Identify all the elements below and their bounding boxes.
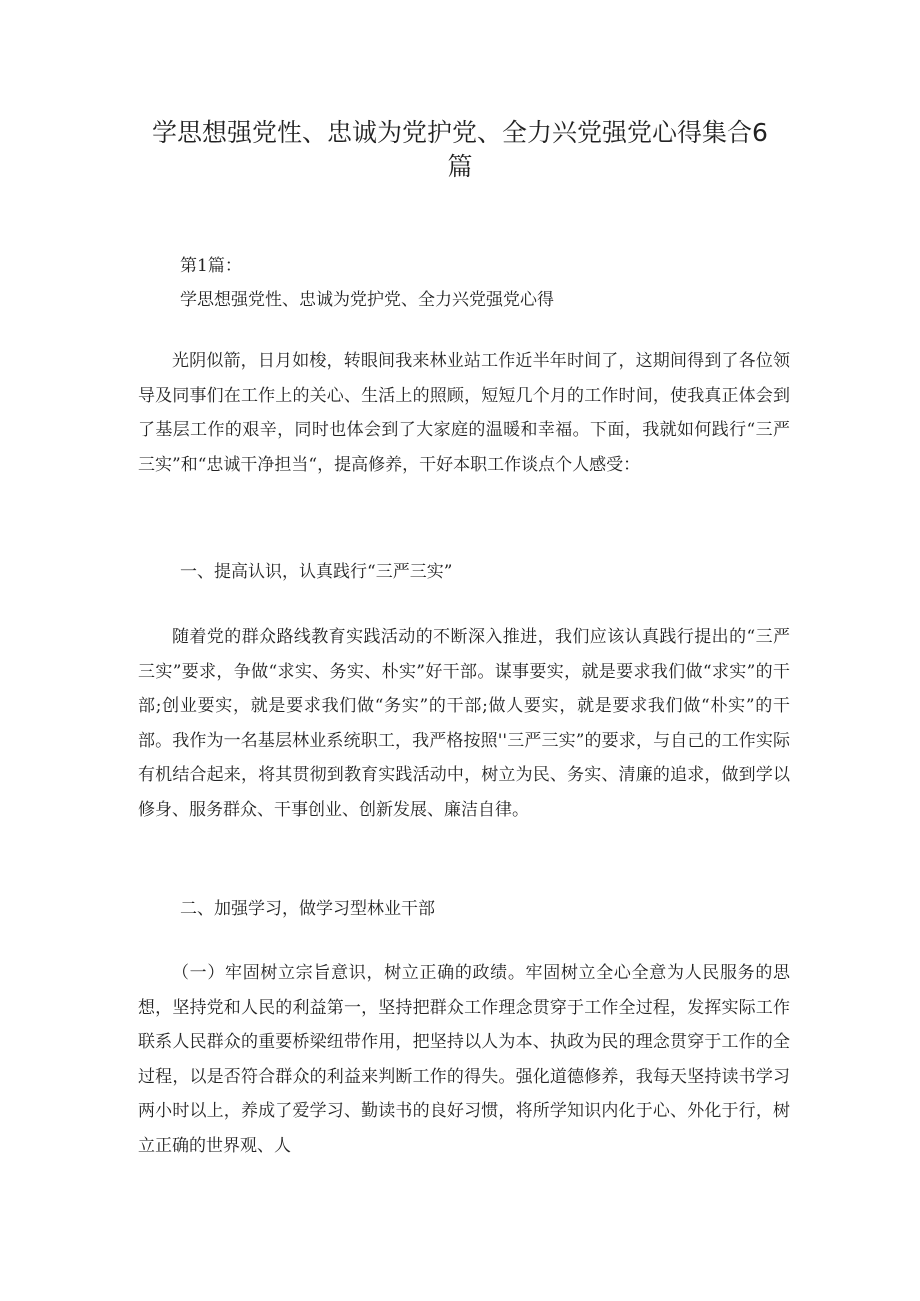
section-label: 第1篇： xyxy=(180,256,242,276)
body-paragraph-2: （一）牢固树立宗旨意识，树立正确的政绩。牢固树立全心全意为人民服务的思想，坚持党和人民的利益第一，坚持把群众工作理念贯穿于工作全过程，发挥实际工作联系人民群众的重要桥梁纽带作用，把坚持以人为本、执政为民的理念贯穿于工作的全过程，以是否符合群众的利益来判断工作的得失。强化道德修养，我每天坚持读书学习两小时以上，养成了爱学习、勤读书的良好习惯，将所学知识内化于心、外化于行，树立正确的世界观、人 xyxy=(138,963,790,1156)
section-subtitle: 学思想强党性、忠诚为党护党、全力兴党强党心得 xyxy=(180,290,554,310)
body-paragraph-1: 随着党的群众路线教育实践活动的不断深入推进，我们应该认真践行提出的“三严三实”要求，争做“求实、务实、朴实”好干部。谋事要实，就是要求我们做“求实”的干部;创业要实，就是要求我们做“务实”的干部;做人要实，就是要求我们做“朴实”的干部。我作为一名基层林业系统职工，我严格按照''三严三实”的要求，与自己的工作实际有机结合起来，将其贯彻到教育实践活动中，树立为民、务实、清廉的追求，做到学以修身、服务群众、干事创业、创新发展、廉洁自律。 xyxy=(138,627,790,820)
intro-paragraph: 光阴似箭，日月如梭，转眼间我来林业站工作近半年时间了，这期间得到了各位领导及同事们在工作上的关心、生活上的照顾，短短几个月的工作时间，使我真正体会到了基层工作的艰辛，同时也体会到了大家庭的温暖和幸福。下面，我就如何践行“三严三实”和“忠诚干净担当“，提高修养，干好本职工作谈点个人感受： xyxy=(138,351,790,475)
section-heading-2: 二、加强学习，做学习型林业干部 xyxy=(180,899,435,919)
document-title: 学思想强党性、忠诚为党护党、全力兴党强党心得集合6篇 xyxy=(152,118,768,181)
section-heading-1: 一、提高认识，认真践行“三严三实” xyxy=(180,562,453,582)
